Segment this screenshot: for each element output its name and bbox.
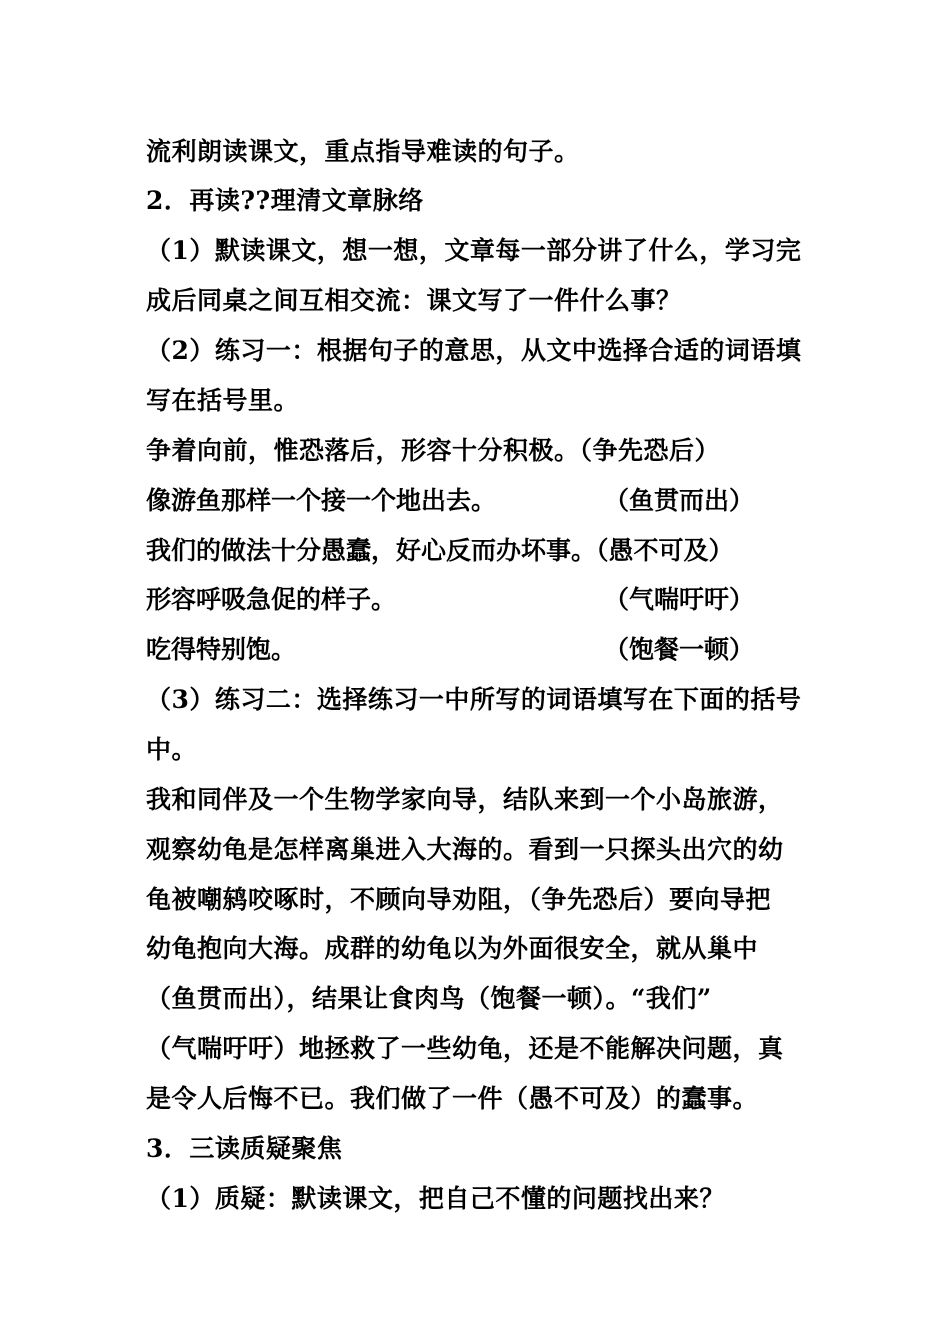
text-line: 龟被嘲鸫咬啄时，不顾向导劝阻，（争先恐后）要向导把 — [146, 885, 772, 914]
text-line: （鱼贯而出），结果让食肉鸟（饱餐一顿）。“我们” — [146, 984, 712, 1013]
text-line: （1）质疑：默读课文，把自己不懂的问题找出来？ — [146, 1184, 725, 1213]
exercise-item — [146, 630, 816, 670]
exercise-answer: （鱼贯而出） — [604, 486, 755, 515]
exercise-item: 争着向前，惟恐落后，形容十分积极。（争先恐后） — [146, 436, 721, 465]
text-line: 幼龟抱向大海。成群的幼龟以为外面很安全，就从巢中 — [146, 934, 759, 963]
text-line: 流利朗读课文，重点指导难读的句子。 — [146, 137, 580, 166]
exercise-question: 我们的做法十分愚蠢，好心反而办坏事。（愚不可及） — [146, 536, 734, 565]
section-heading: 3．三读质疑聚焦 — [146, 1134, 343, 1163]
text-line: 成后同桌之间互相交流：课文写了一件什么事？ — [146, 286, 682, 315]
text-line: （2）练习一：根据句子的意思，从文中选择合适的词语填 — [146, 336, 802, 365]
exercise-item — [146, 481, 816, 521]
text-line: 写在括号里。 — [146, 386, 300, 415]
section-heading: 2．再读??理清文章脉络 — [146, 186, 424, 215]
exercise-question: 像游鱼那样一个接一个地出去。 — [146, 486, 497, 515]
exercise-item — [146, 531, 816, 571]
text-line: 是令人后悔不已。我们做了一件（愚不可及）的蠢事。 — [146, 1084, 759, 1113]
text-line: （1）默读课文，想一想，文章每一部分讲了什么，学习完 — [146, 236, 802, 265]
text-line: （气喘吁吁）地拯救了一些幼龟，还是不能解决问题，真 — [146, 1034, 784, 1063]
text-line: （3）练习二：选择练习一中所写的词语填写在下面的括号 — [146, 685, 802, 714]
exercise-question: 吃得特别饱。 — [146, 635, 297, 664]
text-line: 中。 — [146, 735, 198, 764]
text-line: 我和同伴及一个生物学家向导，结队来到一个小岛旅游， — [146, 785, 784, 814]
exercise-answer: （饱餐一顿） — [604, 635, 755, 664]
exercise-answer: （气喘吁吁） — [604, 585, 755, 614]
exercise-item — [146, 580, 816, 620]
exercise-question: 形容呼吸急促的样子。 — [146, 585, 397, 614]
text-line: 观察幼龟是怎样离巢进入大海的。看到一只探头出穴的幼 — [146, 835, 784, 864]
